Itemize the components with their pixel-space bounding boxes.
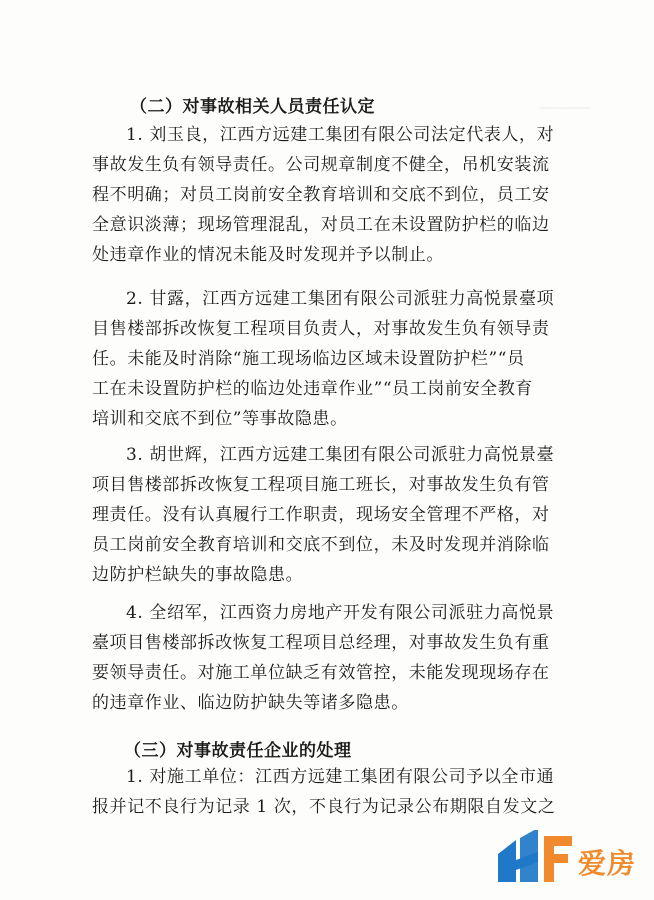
paragraph-item-1 bbox=[92, 120, 560, 270]
item-1-line-2: 事故发生负有领导责任。公司规章制度不健全，吊机安装流 bbox=[92, 155, 550, 175]
paragraph-item-4 bbox=[92, 598, 560, 718]
item-3-line-3: 理责任。没有认真履行工作职责，现场安全管理不严格，对 bbox=[92, 505, 550, 525]
item-1-line-1: 1. 刘玉良，江西方远建工集团有限公司法定代表人，对 bbox=[126, 125, 555, 145]
item-1-line-5: 处违章作业的情况未能及时发现并予以制止。 bbox=[92, 245, 444, 265]
item-4-line-2: 臺项目售楼部拆改恢复工程项目总经理，对事故发生负有重 bbox=[92, 633, 550, 653]
item-2-line-2: 目售楼部拆改恢复工程项目负责人，对事故发生负有领导责 bbox=[92, 319, 550, 339]
item-2-line-1: 2. 甘露，江西方远建工集团有限公司派驻力高悦景臺项 bbox=[126, 289, 555, 309]
paragraph-enterprise-item-1 bbox=[92, 762, 560, 822]
item-4-line-1: 4. 全绍军，江西资力房地产开发有限公司派驻力高悦景 bbox=[126, 603, 555, 623]
item-2-line-4: 工在未设置防护栏的临边处违章作业”“员工岗前安全教育 bbox=[92, 379, 533, 399]
watermark-brand-text: 爱房 bbox=[578, 847, 637, 880]
enterprise-item-1-line-2: 报并记不良行为记录 1 次，不良行为记录公布期限自发文之 bbox=[92, 797, 556, 817]
section-heading-enterprise-handling: （三）对事故责任企业的处理 bbox=[124, 741, 352, 761]
paragraph-item-2 bbox=[92, 284, 560, 434]
bleed-through-texture: ▁▁▁▁▁ bbox=[540, 95, 590, 110]
item-4-line-3: 要领导责任。对施工单位缺乏有效管控，未能发现现场存在 bbox=[92, 663, 550, 683]
item-3-line-1: 3. 胡世辉，江西方远建工集团有限公司派驻力高悦景臺 bbox=[126, 445, 555, 465]
item-1-line-4: 全意识淡薄；现场管理混乱，对员工在未设置防护栏的临边 bbox=[92, 215, 550, 235]
brand-watermark bbox=[494, 830, 644, 888]
paragraph-item-3 bbox=[92, 440, 560, 590]
house-f-logo-icon bbox=[494, 830, 574, 888]
section-heading-personnel-responsibility: （二）对事故相关人员责任认定 bbox=[130, 97, 375, 117]
item-1-line-3: 程不明确；对员工岗前安全教育培训和交底不到位，员工安 bbox=[92, 185, 550, 205]
item-3-line-2: 项目售楼部拆改恢复工程项目施工班长，对事故发生负有管 bbox=[92, 475, 550, 495]
item-2-line-5: 培训和交底不到位”等事故隐患。 bbox=[92, 409, 348, 429]
item-2-line-3: 任。未能及时消除“施工现场临边区域未设置防护栏”“员 bbox=[92, 349, 525, 369]
item-3-line-4: 员工岗前安全教育培训和交底不到位，未及时发现并消除临 bbox=[92, 535, 550, 555]
item-4-line-4: 的违章作业、临边防护缺失等诸多隐患。 bbox=[92, 693, 409, 713]
enterprise-item-1-line-1: 1. 对施工单位：江西方远建工集团有限公司予以全市通 bbox=[126, 767, 555, 787]
item-3-line-5: 边防护栏缺失的事故隐患。 bbox=[92, 565, 304, 585]
